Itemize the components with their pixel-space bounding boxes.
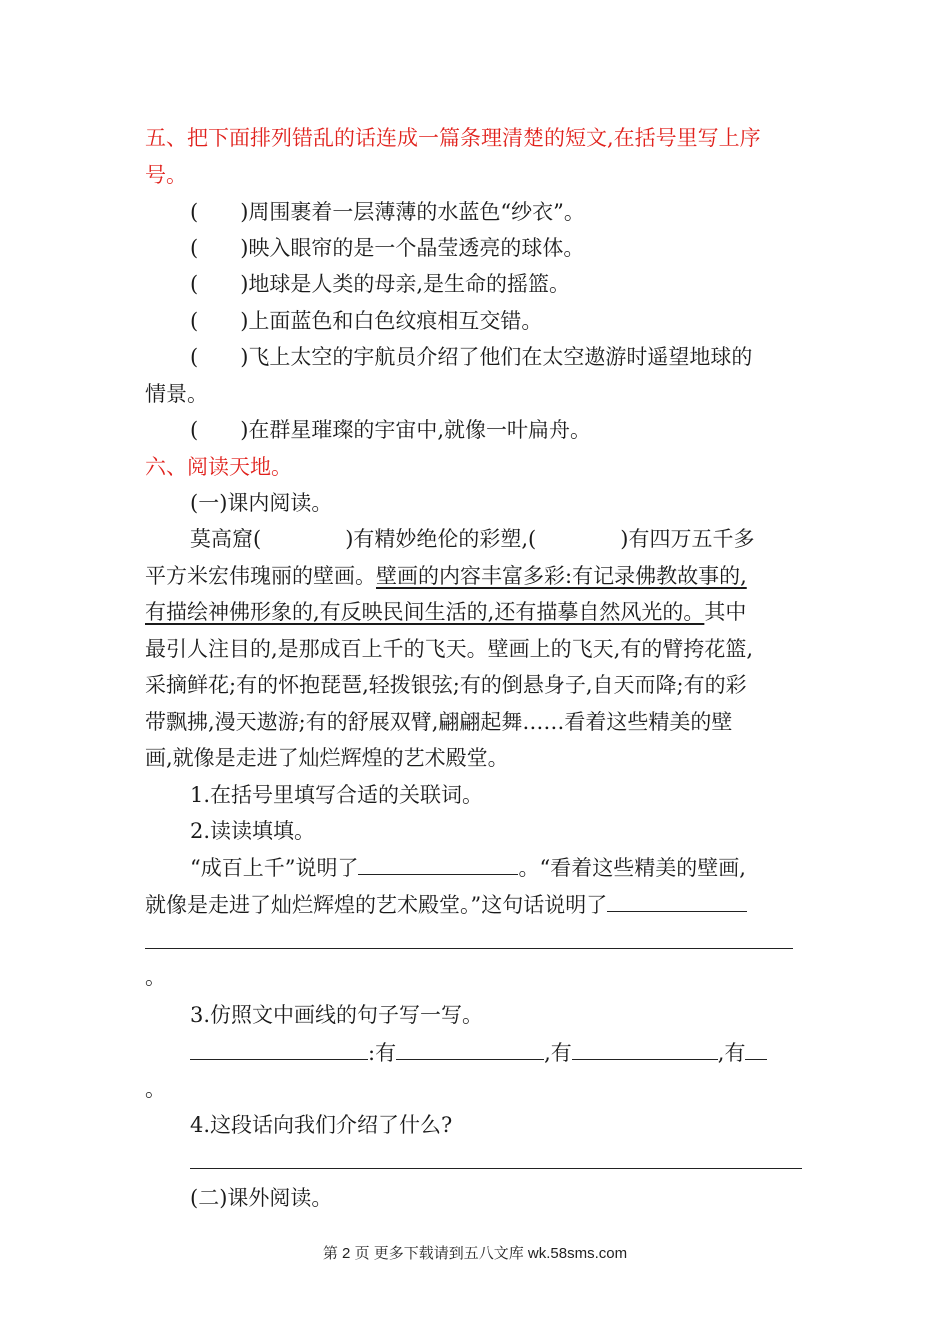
passage-line: 带飘拂,漫天遨游;有的舒展双臂,翩翩起舞……看着这些精美的壁 [145, 710, 733, 734]
question-1: 1.在括号里填写合适的关联词。 [190, 783, 484, 807]
passage-text: 其中 [704, 600, 747, 624]
passage-text: 平方米宏伟瑰丽的壁画。 [145, 564, 376, 588]
answer-blank-full-line[interactable] [145, 948, 793, 949]
underlined-sentence: 壁画的内容丰富多彩:有记录佛教故事的, [376, 564, 747, 588]
passage-line: 最引人注目的,是那成百上千的飞天。壁画上的飞天,有的臂挎花篮, [145, 637, 754, 661]
answer-blank[interactable] [396, 1037, 544, 1060]
q3-separator: :有 [368, 1041, 397, 1065]
answer-blank[interactable] [190, 1037, 368, 1060]
q2-prompt-c: 就像是走进了灿烂辉煌的艺术殿堂。”这句话说明了 [145, 893, 608, 917]
passage-line: 画,就像是走进了灿烂辉煌的艺术殿堂。 [145, 746, 509, 770]
question-3: 3.仿照文中画线的句子写一写。 [190, 1003, 484, 1027]
answer-blank[interactable] [745, 1037, 767, 1060]
part2-title: (二)课外阅读。 [190, 1186, 333, 1210]
section5-item: ( )地球是人类的母亲,是生命的摇篮。 [190, 272, 571, 296]
q2-end-mark: 。 [145, 965, 166, 989]
passage-line [145, 561, 810, 591]
section5-item: ( )上面蓝色和白色纹痕相互交错。 [190, 309, 543, 333]
q3-separator: ,有 [717, 1041, 746, 1065]
section5-item: ( )周围裹着一层薄薄的水蓝色“纱衣”。 [190, 200, 585, 224]
passage-line: 采摘鲜花;有的怀抱琵琶,轻拨银弦;有的倒悬身子,自天而降;有的彩 [145, 673, 747, 697]
q2-prompt-b: 。“看着这些精美的壁画, [518, 856, 746, 880]
part1-title: (一)课内阅读。 [190, 491, 333, 515]
passage-line: 莫高窟( )有精妙绝伦的彩塑,( )有四万五千多 [190, 527, 755, 551]
question-2: 2.读读填填。 [190, 819, 316, 843]
question-3-fill-line [190, 1037, 855, 1068]
section5-title-line1: 五、把下面排列错乱的话连成一篇条理清楚的短文,在括号里写上序 [145, 126, 761, 150]
q3-end-mark: 。 [145, 1077, 166, 1101]
section6-title: 六、阅读天地。 [145, 455, 292, 479]
answer-blank[interactable] [358, 852, 518, 875]
answer-blank[interactable] [572, 1037, 718, 1060]
section5-item: ( )飞上太空的宇航员介绍了他们在太空遨游时遥望地球的 [190, 345, 753, 369]
underlined-sentence: 有描绘神佛形象的,有反映民间生活的,还有描摹自然风光的。 [145, 600, 705, 624]
q2-prompt-a: “成百上千”说明了 [190, 856, 359, 880]
section5-item-continuation: 情景。 [145, 382, 208, 406]
question-4: 4.这段话向我们介绍了什么? [190, 1113, 453, 1137]
answer-blank-full-line[interactable] [190, 1168, 802, 1169]
section5-title-line2: 号。 [145, 163, 187, 187]
page-footer: 第 2 页 更多下载请到五八文库 wk.58sms.com [322, 1245, 628, 1262]
question-2-fill-line [190, 852, 855, 883]
section5-item: ( )映入眼帘的是一个晶莹透亮的球体。 [190, 236, 585, 260]
section5-item: ( )在群星璀璨的宇宙中,就像一叶扁舟。 [190, 418, 592, 442]
answer-blank[interactable] [607, 889, 747, 912]
question-2-fill-line [145, 889, 810, 920]
q3-separator: ,有 [544, 1041, 572, 1065]
passage-line [145, 597, 810, 627]
